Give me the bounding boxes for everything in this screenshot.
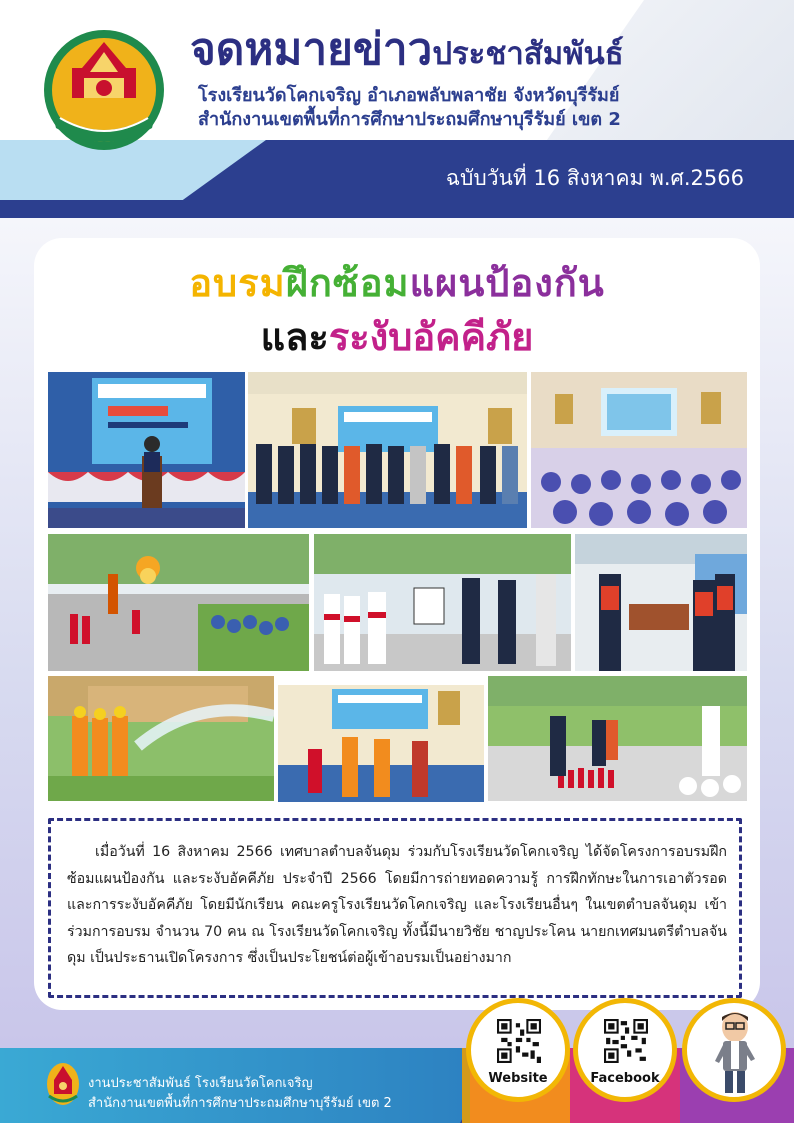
header-band-bottom: [0, 200, 794, 218]
office-name: สำนักงานเขตพื้นที่การศึกษาประถมศึกษาบุรีรัมย์ เขต 2: [198, 109, 621, 130]
photo-rescue-carry: [575, 534, 747, 671]
mascot-avatar-icon: [701, 1009, 769, 1095]
facebook-qr[interactable]: [573, 998, 677, 1102]
photo-extinguisher-training: [488, 676, 747, 801]
photo-firefighter-gear: [278, 685, 484, 802]
title-sub-text: ประชาสัมพันธ์: [432, 36, 624, 72]
facebook-label: Facebook: [590, 1071, 660, 1086]
mascot-circle: [682, 998, 786, 1102]
footer-logo: [46, 1062, 80, 1106]
photo-group-stage: [248, 372, 527, 528]
website-qr-code-icon: [497, 1019, 541, 1063]
newsletter-title: [190, 14, 624, 84]
issue-date: ฉบับวันที่ 16 สิงหาคม พ.ศ.2566: [445, 166, 744, 190]
description-box: [48, 818, 742, 998]
headline-word-1: อบรม: [189, 261, 286, 305]
headline-line1: [0, 252, 794, 313]
headline-word-2: ฝึกซ้อม: [285, 261, 410, 305]
headline-word-5: ระงับอัคคีภัย: [328, 315, 534, 359]
photo-audience: [531, 372, 747, 528]
headline-word-3: แผนป้องกัน: [409, 261, 605, 305]
title-main-text: จดหมายข่าว: [190, 24, 433, 75]
facebook-qr-code-icon: [604, 1019, 648, 1063]
school-logo: [42, 28, 166, 152]
photo-opening-speech: [48, 372, 245, 528]
photo-first-aid-station: [314, 534, 571, 671]
school-name: โรงเรียนวัดโคกเจริญ อำเภอพลับพลาชัย จังหวัดบุรีรัมย์: [198, 85, 620, 106]
footer-line-2: สำนักงานเขตพื้นที่การศึกษาประถมศึกษาบุรีรัมย์ เขต 2: [88, 1096, 392, 1111]
website-qr[interactable]: [466, 998, 570, 1102]
website-label: Website: [488, 1071, 548, 1086]
headline-line2: [0, 306, 794, 367]
photo-fire-demo: [48, 534, 309, 671]
footer-line-1: งานประชาสัมพันธ์ โรงเรียนวัดโคกเจริญ: [88, 1076, 313, 1091]
headline-word-4: และ: [260, 315, 329, 359]
photo-water-hose: [48, 676, 274, 801]
description-text: เมื่อวันที่ 16 สิงหาคม 2566 เทศบาลตำบลจันดุม ร่วมกับโรงเรียนวัดโคกเจริญ ได้จัดโครงการอบรมฝึกซ้อมแผนป้องกัน และระงับอัคคีภัย ประจำปี 2566 โดยมีการถ่ายทอดความรู้ การฝึกทักษะในการเอาตัวรอด และการระงับอัคคีภัย โดยมีนักเรียน คณะครูโรงเรียนวัดโคกเจริญ และโรงเรียนอื่นๆ ในเขตตำบลจันดุม เข้าร่วมการอบรม จำนวน 70 คน ณ โรงเรียนวัดโคกเจริญ ทั้งนี้มีนายวิชัย ชาญประโคน นายกเทศมนตรีตำบลจันดุม เป็นประธานเปิดโครงการ ซึ่งเป็นประโยชน์ต่อผู้เข้าอบรมเป็นอย่างมาก: [67, 844, 727, 966]
